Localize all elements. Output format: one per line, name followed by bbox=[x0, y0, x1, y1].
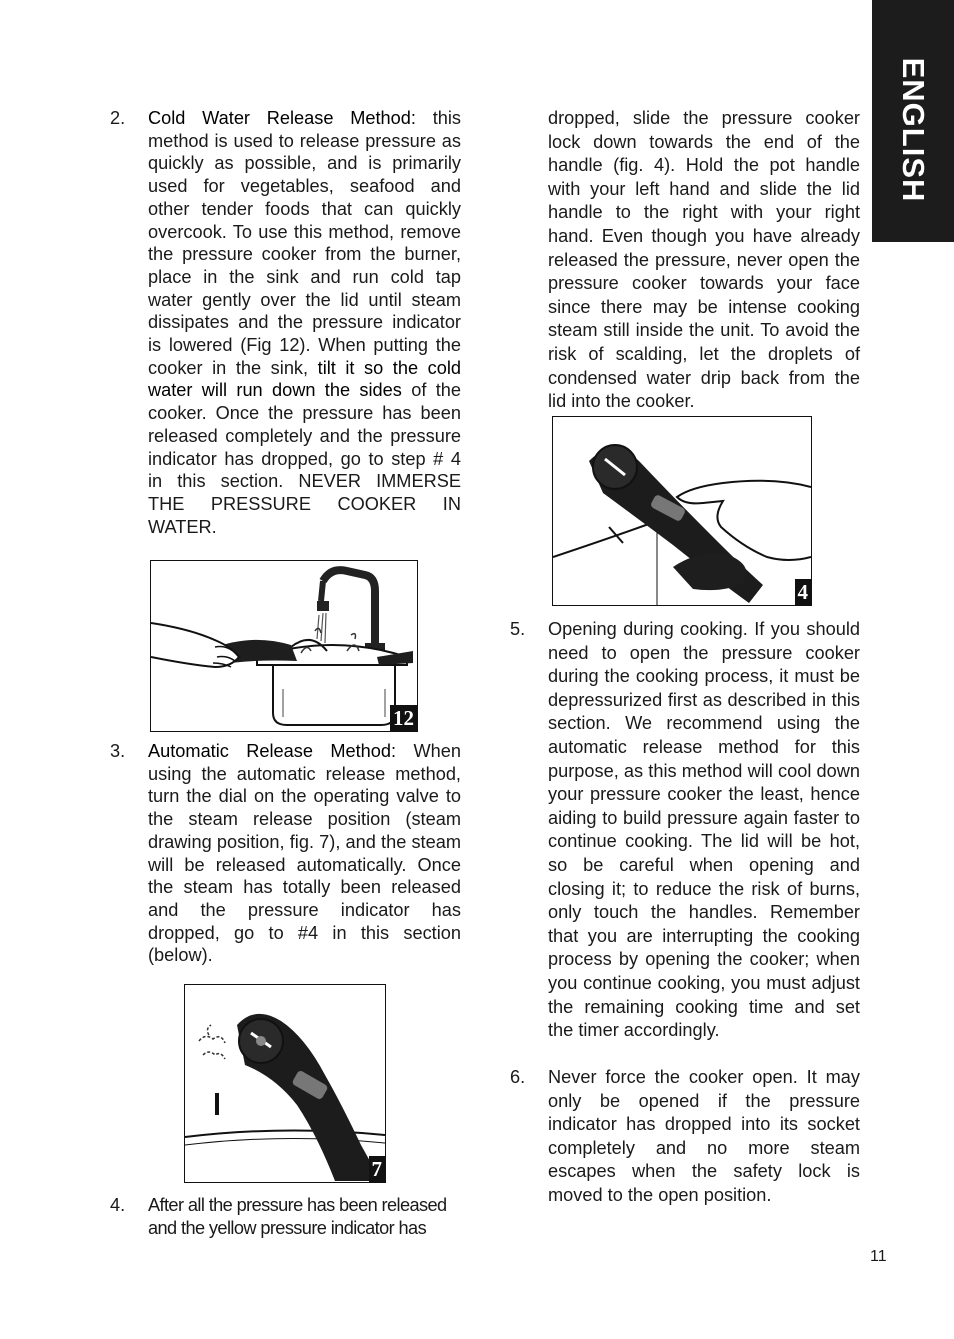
page-number: 11 bbox=[870, 1248, 887, 1265]
item-number: 5. bbox=[510, 619, 526, 639]
instruction-item-3 bbox=[110, 740, 461, 967]
instruction-item-5 bbox=[510, 618, 860, 1043]
language-tab-label: ENGLISH bbox=[896, 57, 931, 203]
lock-illustration bbox=[553, 417, 811, 605]
item-text: of the cooker. Once the pressure has been released completely and the pressure indicator has dropped, go to step # 4 in this section. NEVER IMMERSE THE PRESSURE COOKER IN WATER. bbox=[148, 380, 461, 537]
item-number: 4. bbox=[110, 1195, 126, 1215]
figure-label: 7 bbox=[369, 1156, 386, 1182]
item-text: When using the automatic release method, turn the dial on the operating valve to the steam release position (steam drawing position, fig. 7), and the steam will be released automatically. Once the steam has totally been released and the pressure indicator has dropped, go to #4 in this section (below). bbox=[148, 741, 461, 966]
item-text: To avoid the risk of scalding, let the droplets of condensed water drip back from the lid into the cooker. bbox=[548, 320, 860, 412]
instruction-item-4 bbox=[110, 1194, 461, 1239]
sink-illustration bbox=[151, 561, 417, 731]
figure-label: 4 bbox=[795, 579, 812, 605]
item-emphasis: tilt it so the cold water will run down the sides bbox=[148, 357, 461, 401]
item-text: this method is used to release pressure as quickly as possible, and is primarily used for vegetables, seafood and other tender foods that can quickly overcook. To use this method, remove the pressure cooker from the burner, place in the sink and run cold tap water gently over the lid until steam dissipates and the pressure indicator is lowered (Fig 12). When putting the cooker in the sink, bbox=[148, 108, 462, 378]
item-title: Automatic Release Method: bbox=[148, 741, 397, 761]
item-emphasis: Even though you have already released the pressure, never open the pressure cooker towards your face since there may be intense cooking steam still inside the unit. bbox=[548, 225, 860, 341]
figure-7-valve-illustration bbox=[184, 984, 386, 1183]
figure-label: 12 bbox=[390, 705, 417, 731]
valve-illustration bbox=[185, 985, 385, 1182]
instruction-item-6 bbox=[510, 1066, 860, 1208]
instruction-item-2 bbox=[110, 107, 462, 538]
item-text: Never force the cooker open. It may only be opened if the pressure indicator has dropped into its socket completely and no more steam escapes when the safety lock is moved to the open position. bbox=[548, 1067, 860, 1205]
language-tab bbox=[872, 0, 954, 242]
item-text: After all the pressure has been released and the yellow pressure indicator has bbox=[148, 1195, 447, 1238]
item-text: dropped, slide the pressure cooker lock down towards the end of the handle (fig. 4). Hold the pot handle with your left hand and slide the lid handle to the right with your right hand. bbox=[548, 108, 860, 246]
item-number: 2. bbox=[110, 108, 126, 128]
figure-4-lock-illustration bbox=[552, 416, 812, 606]
item-number: 6. bbox=[510, 1067, 526, 1087]
item-number: 3. bbox=[110, 741, 126, 761]
instruction-item-4-continued bbox=[548, 107, 860, 414]
item-text: Opening during cooking. If you should need to open the pressure cooker during the cooking process, it must be depressurized first as described in this section. We recommend using the automatic release method for this purpose, as this method will cool down your pressure cooker the least, hence aiding to build pressure again faster to continue cooking. The lid will be hot, so be careful when opening and closing it; to reduce the risk of burns, only touch the handles. Remember that you are interrupting the cooking process by opening the cooker; when you continue cooking, you must adjust the remaining cooking time and set the timer accordingly. bbox=[548, 619, 860, 1041]
item-title: Cold Water Release Method: bbox=[148, 108, 416, 128]
figure-12-sink-illustration bbox=[150, 560, 418, 732]
